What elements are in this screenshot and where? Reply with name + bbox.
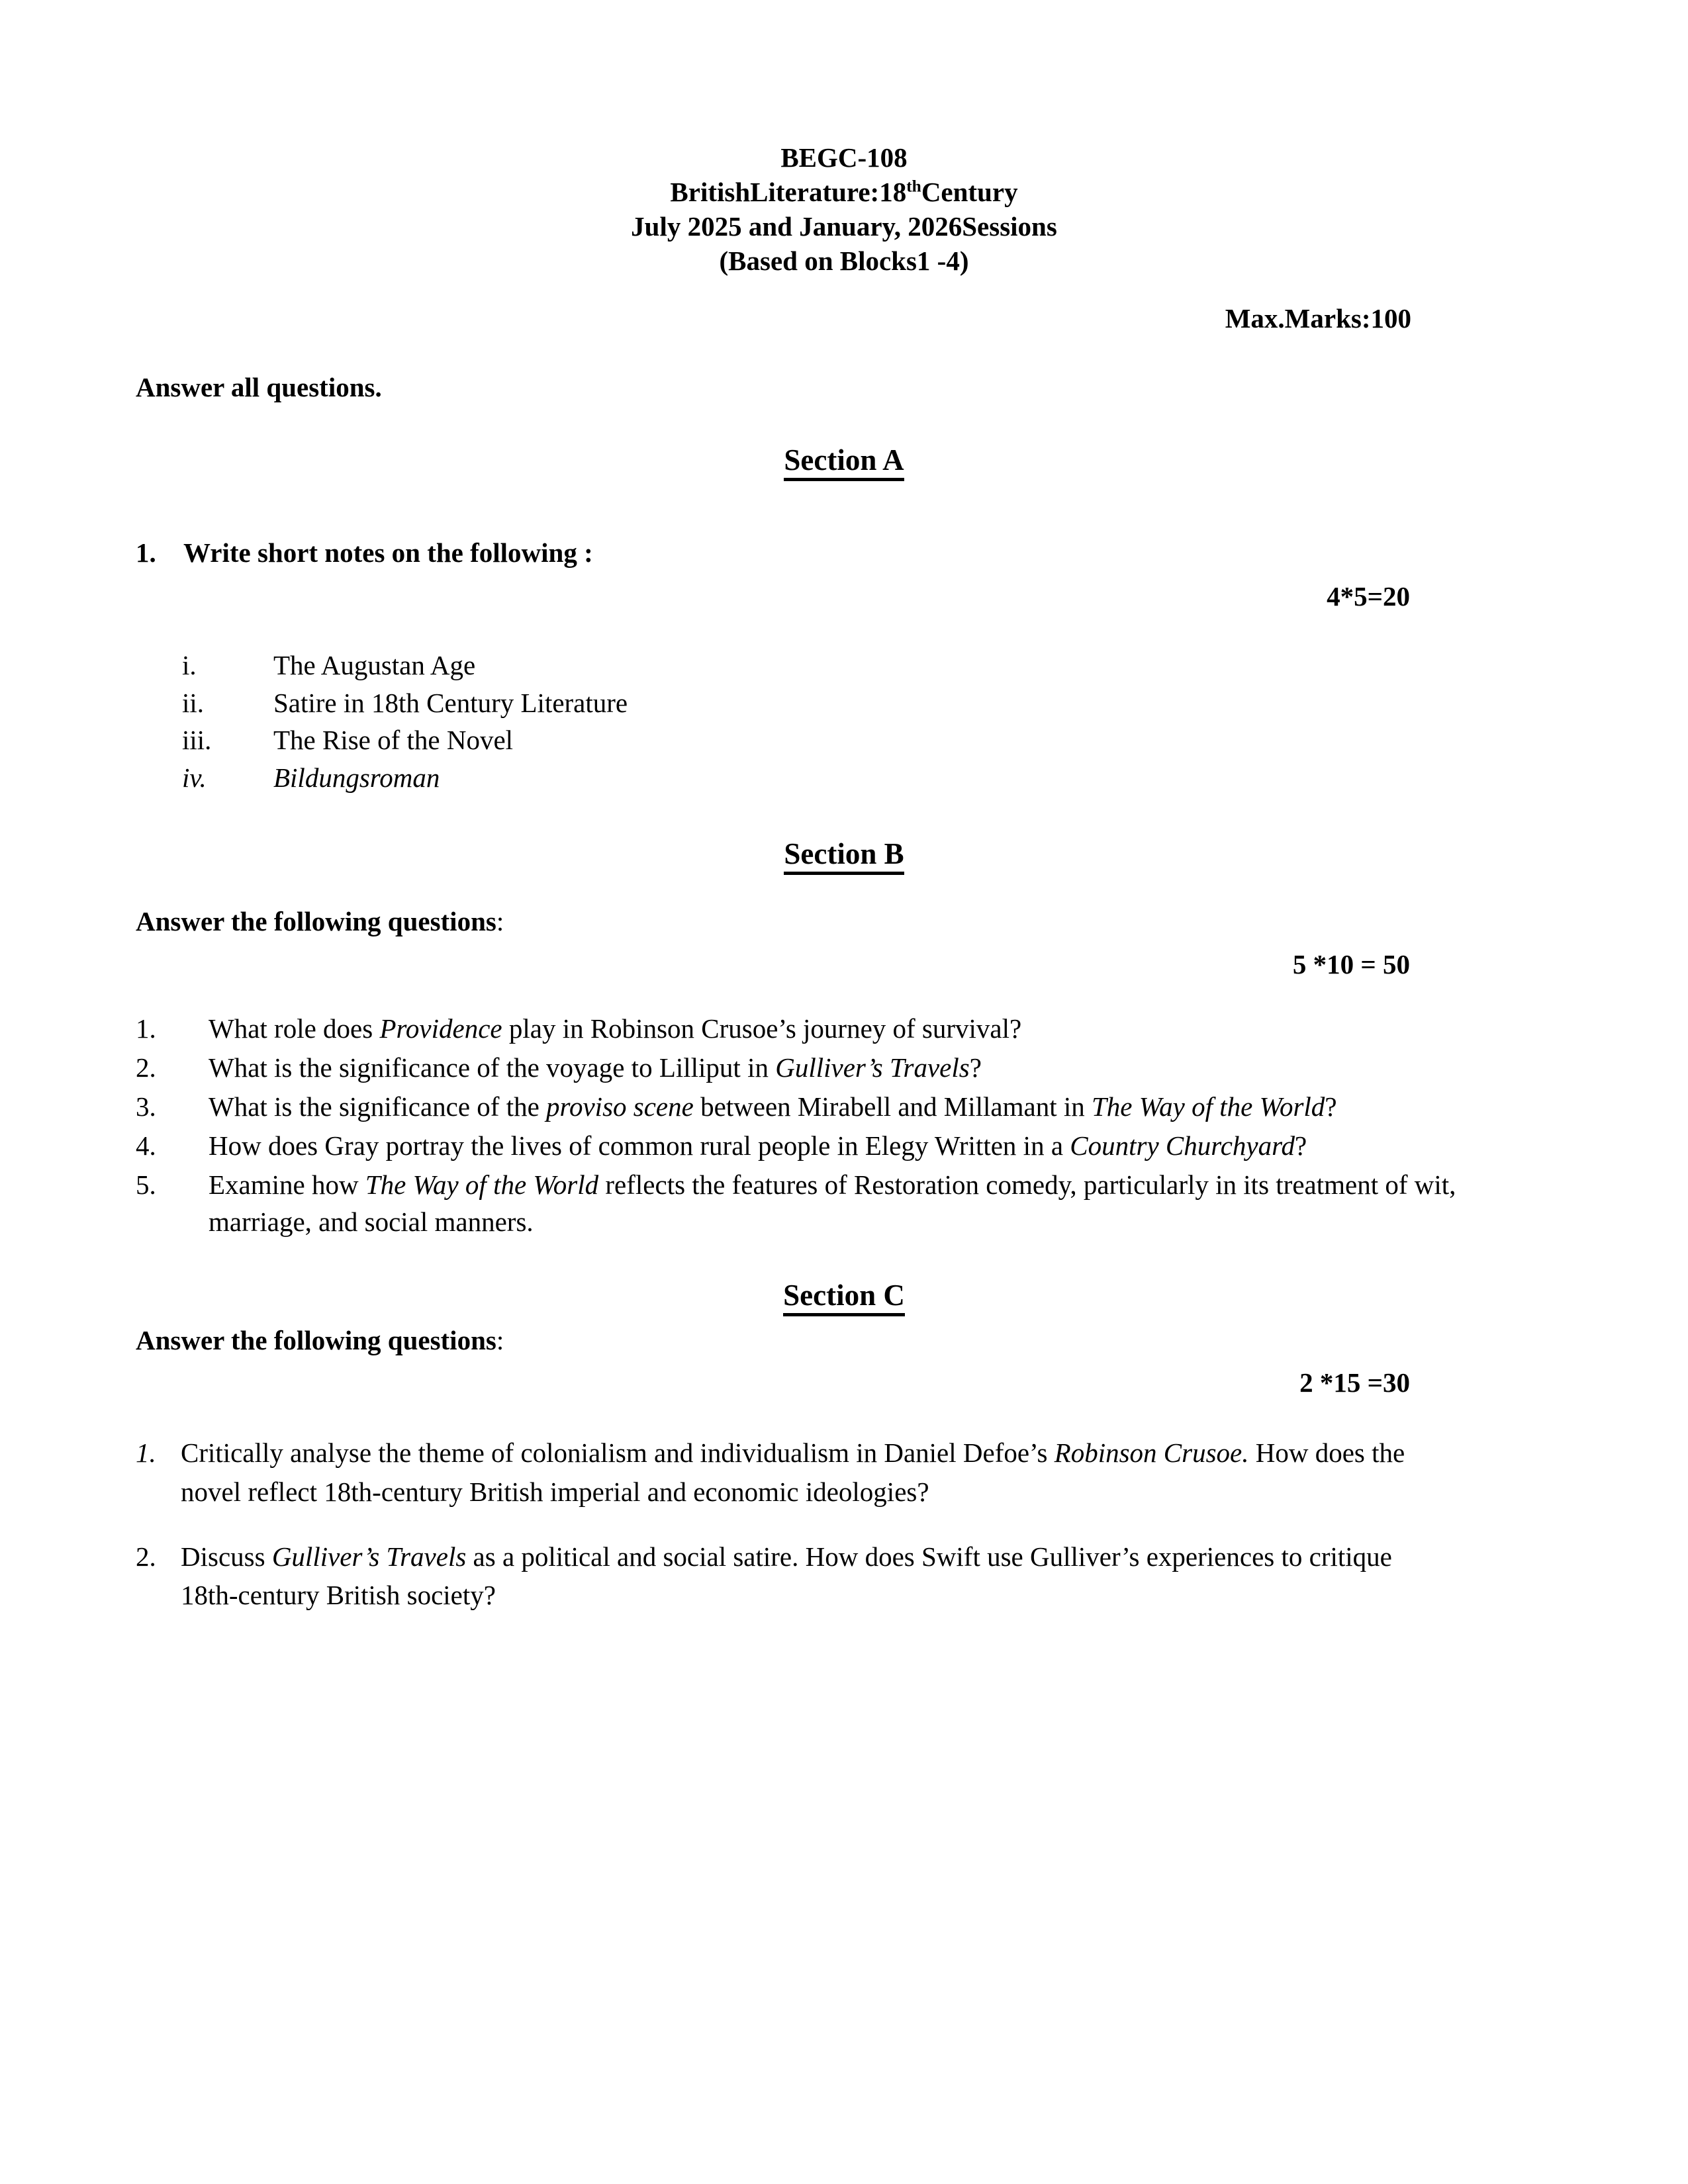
question-item — [136, 1433, 1420, 1510]
section-a-question-1-text: Write short notes on the following : — [183, 537, 593, 569]
list-item-marker: i. — [182, 650, 197, 681]
question-number: 1. — [136, 1013, 156, 1044]
section-a-question-1 — [136, 537, 1688, 569]
question-item — [136, 1088, 1466, 1126]
question-item — [136, 1127, 1466, 1165]
text-run-1: The Way of the World — [365, 1169, 599, 1200]
list-item — [182, 721, 1688, 759]
question-text — [209, 1049, 1466, 1087]
list-item-label: The Rise of the Novel — [273, 725, 514, 756]
list-item-marker: ii. — [182, 687, 205, 718]
question-text — [181, 1537, 1420, 1614]
max-marks: Max.Marks:100 — [1225, 303, 1411, 334]
list-item — [182, 647, 1688, 684]
section-c-instruction — [136, 1324, 1688, 1356]
question-item — [136, 1537, 1420, 1614]
document-header — [0, 0, 1688, 278]
list-item-marker: iii. — [182, 725, 212, 756]
text-run-1: Providence — [379, 1013, 502, 1044]
question-text — [181, 1433, 1420, 1510]
section-c-question-list — [136, 1433, 1420, 1614]
section-c-heading-text: Section C — [783, 1279, 905, 1316]
list-item-label: Bildungsroman — [273, 762, 440, 793]
section-b-heading-text: Section B — [784, 837, 904, 875]
course-code: BEGC-108 — [780, 142, 908, 173]
question-item — [136, 1049, 1466, 1087]
text-run-0: Examine how — [209, 1169, 365, 1200]
course-title — [0, 175, 1688, 209]
section-b-instruction — [136, 905, 1688, 937]
section-c-instruction-bold: Answer the following questions — [136, 1325, 496, 1356]
section-b-instruction-bold: Answer the following questions — [136, 905, 496, 936]
question-number: 4. — [136, 1130, 156, 1161]
text-run-4: ? — [1325, 1091, 1337, 1122]
text-run-1: Robinson Crusoe. — [1054, 1437, 1249, 1469]
text-run-2: ? — [1295, 1130, 1307, 1161]
question-number: 2. — [136, 1541, 156, 1572]
section-a-question-1-number: 1. — [136, 537, 156, 569]
question-text — [209, 1166, 1466, 1242]
text-run-0: What is the significance of the voyage to Lilliput in — [209, 1052, 776, 1083]
question-text — [209, 1088, 1466, 1126]
question-number: 1. — [136, 1437, 156, 1469]
text-run-3: The Way of the World — [1092, 1091, 1325, 1122]
course-title-prefix: BritishLiterature:18 — [670, 177, 907, 208]
text-run-0: How does Gray portray the lives of common rural people in Elegy Written in a — [209, 1130, 1070, 1161]
text-run-0: Discuss — [181, 1541, 272, 1572]
ordinal-suffix: th — [906, 177, 921, 196]
text-run-2: reflects the features of Restoration comedy, particularly in its treatment of wit, marriage, and social manners. — [209, 1169, 1456, 1238]
question-item — [136, 1166, 1466, 1242]
sessions-line: July 2025 and January, 2026Sessions — [631, 211, 1057, 242]
text-run-0: Critically analyse the theme of colonialism and individualism in Daniel Defoe’s — [181, 1437, 1055, 1469]
text-run-2: as a political and social satire. How does Swift use Gulliver’s experiences to critique 18th-century British society? — [181, 1541, 1392, 1611]
section-a-heading — [0, 443, 1688, 477]
text-run-2: ? — [969, 1052, 982, 1083]
section-b-marks: 5 *10 = 50 — [1292, 948, 1410, 979]
list-item-label: The Augustan Age — [273, 650, 476, 681]
answer-all-instruction: Answer all questions. — [136, 372, 382, 403]
text-run-1: Gulliver’s Travels — [775, 1052, 970, 1083]
text-run-0: What role does — [209, 1013, 380, 1044]
text-run-1: Country Churchyard — [1070, 1130, 1295, 1161]
course-title-suffix: Century — [921, 177, 1018, 208]
text-run-0: What is the significance of the — [209, 1091, 547, 1122]
text-run-2: between Mirabell and Millamant in — [693, 1091, 1092, 1122]
section-b-question-list — [136, 1010, 1466, 1242]
question-text — [209, 1010, 1466, 1048]
section-b-instruction-colon: : — [496, 905, 504, 936]
question-number: 5. — [136, 1169, 156, 1200]
text-run-2: How does the novel reflect 18th-century British imperial and economic ideologies? — [181, 1437, 1405, 1507]
question-text — [209, 1127, 1466, 1165]
text-run-2: play in Robinson Crusoe’s journey of survival? — [502, 1013, 1022, 1044]
section-a-marks: 4*5=20 — [1327, 581, 1410, 612]
question-number: 2. — [136, 1052, 156, 1083]
list-item — [182, 759, 1688, 797]
list-item-label: Satire in 18th Century Literature — [273, 687, 628, 718]
section-c-instruction-colon: : — [496, 1325, 504, 1356]
question-number: 3. — [136, 1091, 156, 1122]
list-item-marker: iv. — [182, 762, 207, 793]
section-c-marks: 2 *15 =30 — [1299, 1367, 1410, 1398]
text-run-1: proviso scene — [546, 1091, 694, 1122]
section-b-heading — [0, 837, 1688, 871]
list-item — [182, 684, 1688, 722]
question-item — [136, 1010, 1466, 1048]
section-c-heading — [0, 1278, 1688, 1312]
section-a-heading-text: Section A — [784, 443, 904, 481]
blocks-line: (Based on Blocks1 -4) — [719, 246, 969, 277]
section-a-item-list — [182, 647, 1688, 796]
text-run-1: Gulliver’s Travels — [271, 1541, 467, 1572]
